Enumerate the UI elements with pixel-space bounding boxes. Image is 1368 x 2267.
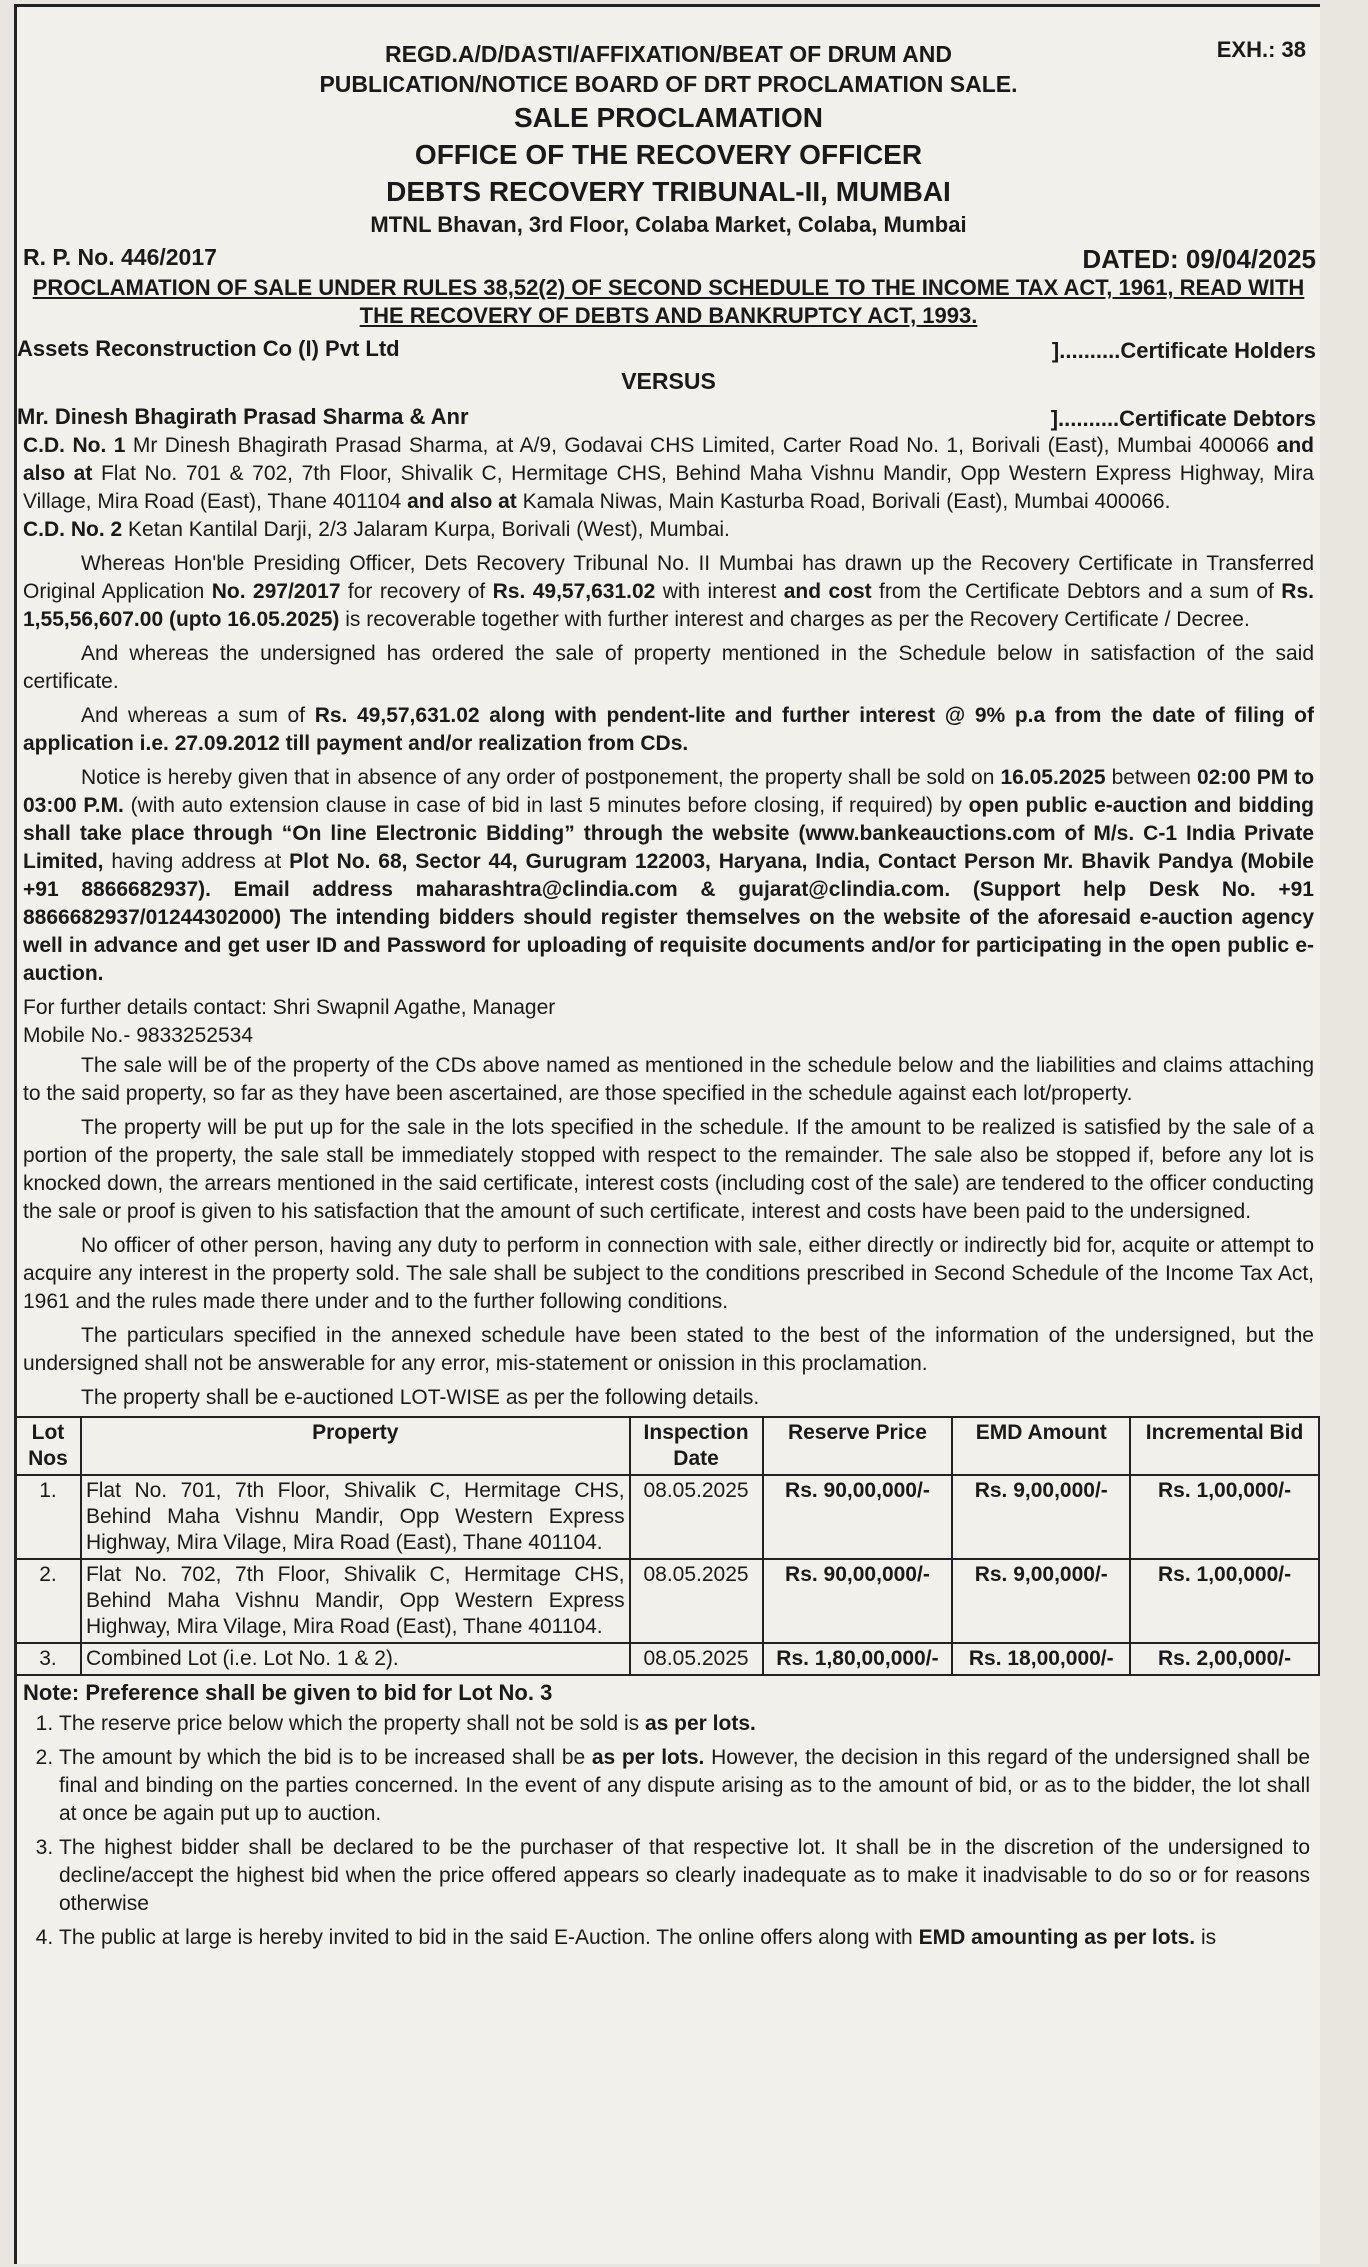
- proclamation-body: [17, 432, 1320, 1412]
- condition-item: [59, 1834, 1320, 1918]
- versus-label: VERSUS: [621, 368, 716, 394]
- condition-item: [59, 1710, 1320, 1738]
- paragraph-interest: [23, 702, 1314, 758]
- lot-property: Combined Lot (i.e. Lot No. 1 & 2).: [81, 1643, 630, 1675]
- para3-text-b: Rs. 49,57,631.02 along with pendent-lite and further interest @ 9% p.a from the date of filing of application i.e. 27.09.2012 till payment and/or realization from CDs.: [23, 704, 1314, 755]
- para1-text-a: Whereas Hon'ble Presiding Officer, Dets Recovery Tribunal No. II Mumbai has drawn up the Recovery Certificate in Transferred Original Application: [23, 552, 1314, 603]
- para4-text-g: having address at: [111, 850, 282, 873]
- para4-text-c: between: [1111, 766, 1191, 789]
- condition-2-rest: However, the decision in this regard of the undersigned shall be final and binding on the parties concerned. In the event of any dispute arising as to the amount of bid, or as to the bidder, the lot shall at once be again put up to auction.: [59, 1746, 1311, 1825]
- col-header-property: Property: [81, 1417, 630, 1475]
- rules-line-1: PROCLAMATION OF SALE UNDER RULES 38,52(2) OF SECOND SCHEDULE TO THE INCOME TAX ACT, 1961, READ WITH: [32, 275, 1305, 300]
- para4-text-e: (with auto extension clause in case of bid in last 5 minutes before closing, if required) by: [130, 794, 962, 817]
- table-row: [15, 1559, 1319, 1643]
- auction-date: 16.05.2025: [1000, 766, 1106, 789]
- lot-incremental-bid: Rs. 1,00,000/-: [1130, 1475, 1319, 1559]
- lot-schedule-table: [14, 1416, 1320, 1676]
- lot-emd-amount: Rs. 18,00,000/-: [952, 1643, 1130, 1675]
- col-header-reserve: Reserve Price: [763, 1417, 953, 1475]
- header-line2: PUBLICATION/NOTICE BOARD OF DRT PROCLAMATION SALE.: [319, 71, 1018, 97]
- lot-number: 3.: [15, 1643, 81, 1675]
- preference-note: Note: Preference shall be given to bid for Lot No. 3: [23, 1680, 553, 1705]
- condition-4-text: The public at large is hereby invited to bid in the said E-Auction. The online offers along with: [59, 1926, 913, 1949]
- para3-text-a: And whereas a sum of: [81, 704, 306, 727]
- header-line1: REGD.A/D/DASTI/AFFIXATION/BEAT OF DRUM AND: [385, 41, 952, 67]
- cd1-address-2: Flat No. 701 & 702, 7th Floor, Shivalik C, Hermitage CHS, Behind Maha Vishnu Mandir, Opp Western Express Highway, Mira Village, Mira Road (East), Thane 401104: [23, 462, 1314, 513]
- para1-text-i: is recoverable together with further interest and charges as per the Recovery Certificate / Decree.: [345, 608, 1250, 631]
- contact-person: For further details contact: Shri Swapnil Agathe, Manager: [23, 996, 556, 1019]
- lot-emd-amount: Rs. 9,00,000/-: [952, 1475, 1130, 1559]
- rp-number: R. P. No. 446/2017: [23, 244, 217, 270]
- cd1-paragraph: [23, 432, 1314, 544]
- condition-4-rest: is: [1200, 1926, 1217, 1949]
- para1-text-f: and cost: [783, 580, 872, 603]
- condition-item: [59, 1924, 1320, 1952]
- para1-text-c: for recovery of: [347, 580, 486, 603]
- lot-incremental-bid: Rs. 2,00,000/-: [1130, 1643, 1319, 1675]
- col-header-lot: Lot Nos: [15, 1417, 81, 1475]
- condition-1-bold: as per lots.: [644, 1712, 756, 1735]
- condition-2-text: The amount by which the bid is to be increased shall be: [59, 1746, 586, 1769]
- application-number: No. 297/2017: [211, 580, 341, 603]
- tribunal-name: DEBTS RECOVERY TRIBUNAL-II, MUMBAI: [386, 176, 951, 207]
- auction-time: 02:00 PM to 03:00 P.M.: [23, 766, 1315, 817]
- cd1-also-1: and also at: [23, 434, 1314, 485]
- table-row: [15, 1643, 1319, 1675]
- para1-text-g: from the Certificate Debtors and a sum of: [879, 580, 1274, 603]
- condition-4-bold: EMD amounting as per lots.: [918, 1926, 1196, 1949]
- contact-details: [23, 994, 1314, 1050]
- paragraph-recovery-certificate: [23, 550, 1314, 634]
- case-line: [17, 240, 1320, 274]
- lot-number: 2.: [15, 1559, 81, 1643]
- lot-property: Flat No. 702, 7th Floor, Shivalik C, Hermitage CHS, Behind Maha Vishnu Mandir, Opp Western Express Highway, Mira Vilage, Mira Road (East), Thane 401104.: [81, 1559, 630, 1643]
- contact-mobile: Mobile No.- 9833252534: [23, 1024, 253, 1047]
- cd1-address: Mr Dinesh Bhagirath Prasad Sharma, at A/9, Godavai CHS Limited, Carter Road No. 1, Borivali (East), Mumbai 400066: [132, 434, 1270, 457]
- office-name: OFFICE OF THE RECOVERY OFFICER: [414, 139, 923, 170]
- cd2-label: C.D. No. 2: [23, 518, 123, 541]
- lot-inspection-date: 08.05.2025: [630, 1475, 763, 1559]
- holder-name: Assets Reconstruction Co (I) Pvt Ltd: [17, 336, 400, 361]
- para4-text-a: Notice is hereby given that in absence of any order of postponement, the property shall be sold on: [81, 766, 995, 789]
- paragraph-sale-order: And whereas the undersigned has ordered the sale of property mentioned in the Schedule below in satisfaction of the said certificate.: [23, 642, 1314, 693]
- conditions-list: [17, 1710, 1320, 1952]
- cd2-address: Ketan Kantilal Darji, 2/3 Jalaram Kurpa, Borivali (West), Mumbai.: [128, 518, 730, 541]
- condition-1-text: The reserve price below which the property shall not be sold is: [59, 1712, 640, 1735]
- condition-item: [59, 1744, 1320, 1828]
- auction-website: open public e-auction and bidding shall take place through “On line Electronic Bidding” through the website (www.bankeauctions.com of M/s. C-1 India Private Limited,: [23, 794, 1315, 873]
- total-recoverable-amount: Rs. 1,55,56,607.00 (upto 16.05.2025): [23, 580, 1314, 631]
- proclamation-page: [14, 4, 1320, 2264]
- office-address: MTNL Bhavan, 3rd Floor, Colaba Market, Colaba, Mumbai: [370, 212, 967, 237]
- lot-incremental-bid: Rs. 1,00,000/-: [1130, 1559, 1319, 1643]
- col-header-emd: EMD Amount: [952, 1417, 1130, 1475]
- cd1-address-3: Kamala Niwas, Main Kasturba Road, Borivali (East), Mumbai 400066.: [522, 490, 1171, 513]
- lot-reserve-price: Rs. 1,80,00,000/-: [763, 1643, 953, 1675]
- paragraph-lot-wise: The property shall be e-auctioned LOT-WISE as per the following details.: [81, 1386, 760, 1409]
- date-of-proclamation: DATED: 09/04/2025: [1082, 244, 1316, 274]
- table-header-row: [15, 1417, 1319, 1475]
- cd1-also-2: and also at: [407, 490, 517, 513]
- col-header-increment: Incremental Bid: [1130, 1417, 1319, 1475]
- paragraph-liabilities: The sale will be of the property of the CDs above named as mentioned in the schedule below and the liabilities and claims attaching to the said property, so far as they have been ascertained, are those specified in the schedule against each lot/property.: [23, 1054, 1314, 1105]
- paragraph-officers: No officer of other person, having any duty to perform in connection with sale, either directly or indirectly bid for, acquite or attempt to acquire any interest in the property sold. The sale shall be subject to the conditions prescribed in Second Schedule of the Income Tax Act, 1961 and the rules made there under and to the further following conditions.: [23, 1234, 1314, 1313]
- condition-3-text: The highest bidder shall be declared to be the purchaser of that respective lot. It shall be in the discretion of the undersigned to decline/accept the highest bid when the price offered appears so clearly inadequate as to make it inadvisable to do so or for reasons otherwise: [59, 1836, 1310, 1915]
- lot-property: Flat No. 701, 7th Floor, Shivalik C, Hermitage CHS, Behind Maha Vishnu Mandir, Opp Western Express Highway, Mira Vilage, Mira Road (East), Thane 401104.: [81, 1475, 630, 1559]
- table-row: [15, 1475, 1319, 1559]
- paragraph-particulars: The particulars specified in the annexed schedule have been stated to the best of the information of the undersigned, but the undersigned shall not be answerable for any error, mis-statement or onission in this proclamation.: [23, 1324, 1314, 1375]
- document-title: SALE PROCLAMATION: [513, 102, 824, 133]
- rules-line-2: THE RECOVERY OF DEBTS AND BANKRUPTCY ACT, 1993.: [359, 303, 978, 328]
- lot-emd-amount: Rs. 9,00,000/-: [952, 1559, 1130, 1643]
- certificate-holder: [17, 330, 1320, 364]
- cd1-label: C.D. No. 1: [23, 434, 126, 457]
- certificate-debtor: [17, 398, 1320, 432]
- debtor-role: ]..........Certificate Debtors: [1050, 406, 1316, 431]
- paragraph-auction-notice: [23, 764, 1314, 988]
- paragraph-lots: The property will be put up for the sale in the lots specified in the schedule. If the amount to be realized is satisfied by the sale of a portion of the property, the sale stall be immediately stopped with respect to the remainder. The sale also be stopped if, before any lot is knocked down, the arrears mentioned in the said certificate, interest costs (including cost of the sale) are tendered to the officer conducting the sale or proof is given to his satisfaction that the amount of such certificate, interest and costs have been paid to the undersigned.: [23, 1116, 1314, 1223]
- lot-number: 1.: [15, 1475, 81, 1559]
- lot-reserve-price: Rs. 90,00,000/-: [763, 1559, 953, 1643]
- holder-role: ]..........Certificate Holders: [1051, 338, 1316, 363]
- debtor-name: Mr. Dinesh Bhagirath Prasad Sharma & Anr: [17, 404, 469, 429]
- exhibit-number: EXH.: 38: [1216, 37, 1306, 62]
- lot-reserve-price: Rs. 90,00,000/-: [763, 1475, 953, 1559]
- lot-inspection-date: 08.05.2025: [630, 1643, 763, 1675]
- condition-2-bold: as per lots.: [591, 1746, 705, 1769]
- recovery-amount: Rs. 49,57,631.02: [492, 580, 656, 603]
- para1-text-e: with interest: [662, 580, 777, 603]
- lot-inspection-date: 08.05.2025: [630, 1559, 763, 1643]
- col-header-inspection: Inspection Date: [630, 1417, 763, 1475]
- auction-agency-details: Plot No. 68, Sector 44, Gurugram 122003, Haryana, India, Contact Person Mr. Bhavik Pandya (Mobile +91 8866682937). Email address maharashtra@clindia.com & gujarat@clindia.com. (Support help Desk No. +91 8866682937/01244302000) The intending bidders should register themselves on the website of the aforesaid e-auction agency well in advance and get user ID and Password for uploading of requisite documents and/or for participating in the open public e-auction.: [23, 850, 1314, 985]
